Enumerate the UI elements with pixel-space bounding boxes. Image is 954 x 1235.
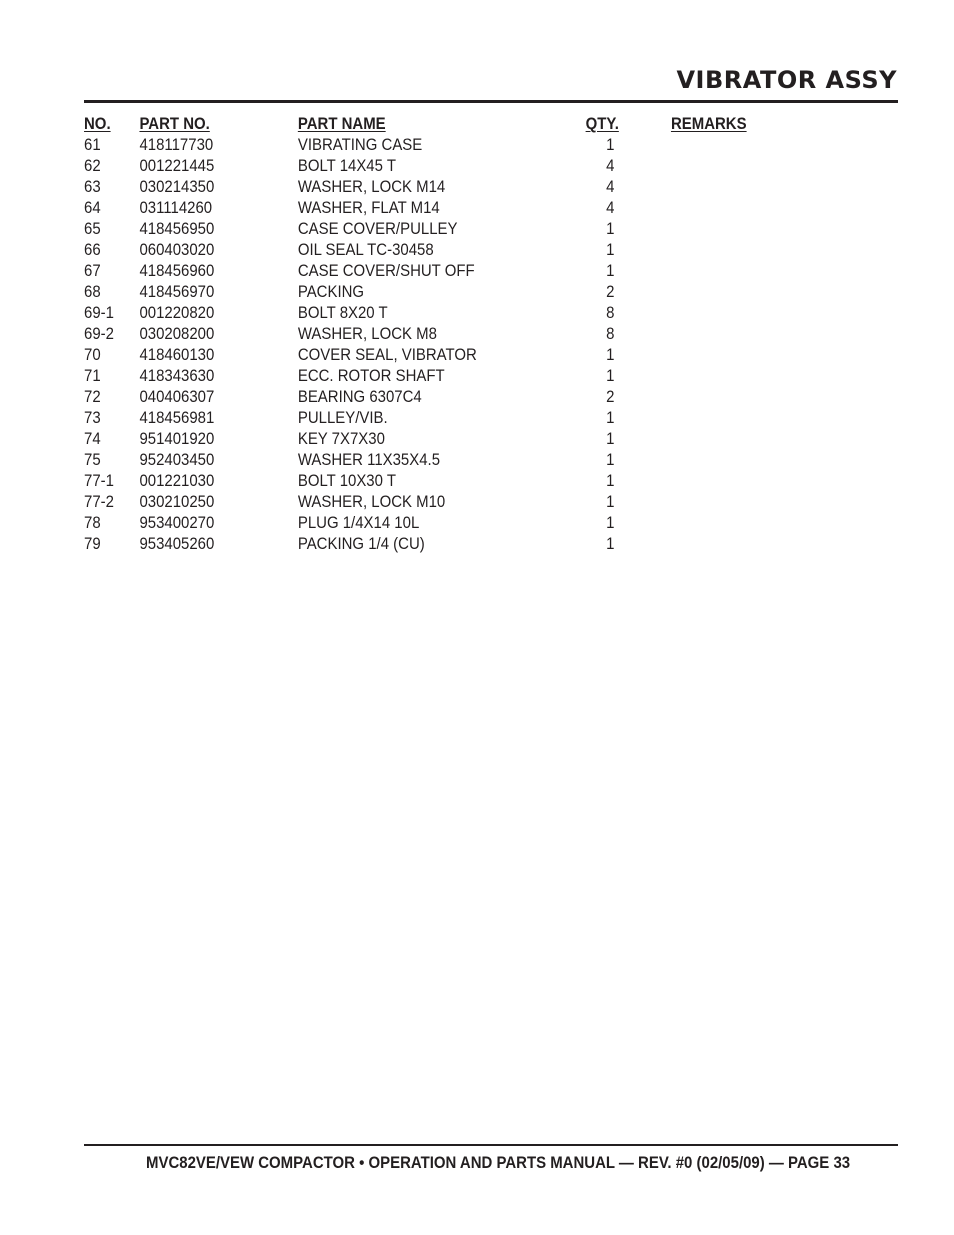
cell-part-no: 040406307 <box>139 387 215 406</box>
cell-part-name: BOLT 8X20 T <box>297 303 388 322</box>
cell-no: 78 <box>84 513 101 532</box>
table-row <box>84 449 800 470</box>
cell-no: 69-1 <box>84 303 114 322</box>
cell-qty: 4 <box>606 198 615 217</box>
footer-divider <box>84 1144 898 1146</box>
cell-no: 67 <box>84 261 101 280</box>
cell-part-no: 030208200 <box>139 324 215 343</box>
header-remarks: REMARKS <box>670 114 747 133</box>
header-qty: QTY. <box>585 114 619 133</box>
cell-part-no: 418460130 <box>139 345 215 364</box>
cell-qty: 1 <box>606 471 615 490</box>
cell-no: 62 <box>84 156 101 175</box>
cell-no: 61 <box>84 135 101 154</box>
cell-part-name: CASE COVER/SHUT OFF <box>297 261 475 280</box>
cell-part-no: 030214350 <box>139 177 215 196</box>
cell-part-name: CASE COVER/PULLEY <box>297 219 458 238</box>
cell-qty: 2 <box>606 282 615 301</box>
cell-qty: 1 <box>606 492 615 511</box>
table-row <box>84 470 800 491</box>
cell-part-no: 418343630 <box>139 366 215 385</box>
table-row <box>84 512 800 533</box>
parts-table-body <box>84 134 800 554</box>
cell-no: 68 <box>84 282 101 301</box>
table-row <box>84 428 800 449</box>
table-row <box>84 281 800 302</box>
cell-part-no: 001221030 <box>139 471 215 490</box>
cell-part-name: COVER SEAL, VIBRATOR <box>297 345 477 364</box>
table-row <box>84 344 800 365</box>
table-row <box>84 176 800 197</box>
cell-qty: 1 <box>606 450 615 469</box>
cell-qty: 1 <box>606 534 615 553</box>
cell-part-name: PULLEY/VIB. <box>297 408 388 427</box>
cell-qty: 1 <box>606 240 615 259</box>
cell-part-no: 001221445 <box>139 156 215 175</box>
cell-part-no: 953405260 <box>139 534 215 553</box>
cell-part-name: BOLT 10X30 T <box>297 471 396 490</box>
table-row <box>84 134 800 155</box>
cell-qty: 8 <box>606 303 615 322</box>
cell-qty: 1 <box>606 219 615 238</box>
cell-no: 69-2 <box>84 324 114 343</box>
cell-part-name: VIBRATING CASE <box>297 135 423 154</box>
cell-part-no: 953400270 <box>139 513 215 532</box>
cell-part-name: KEY 7X7X30 <box>297 429 385 448</box>
cell-part-name: WASHER 11X35X4.5 <box>297 450 441 469</box>
cell-qty: 2 <box>606 387 615 406</box>
cell-no: 64 <box>84 198 101 217</box>
page-title: VIBRATOR ASSY <box>676 66 897 94</box>
header-no: NO. <box>84 114 111 133</box>
cell-qty: 1 <box>606 135 615 154</box>
table-row <box>84 407 800 428</box>
cell-qty: 1 <box>606 366 615 385</box>
cell-part-name: WASHER, FLAT M14 <box>297 198 440 217</box>
cell-no: 63 <box>84 177 101 196</box>
header-part-no: PART NO. <box>139 114 210 133</box>
title-divider <box>84 100 898 103</box>
cell-part-no: 951401920 <box>139 429 215 448</box>
cell-part-name: WASHER, LOCK M14 <box>297 177 446 196</box>
cell-no: 73 <box>84 408 101 427</box>
cell-qty: 1 <box>606 513 615 532</box>
cell-no: 71 <box>84 366 101 385</box>
cell-no: 72 <box>84 387 101 406</box>
cell-no: 66 <box>84 240 101 259</box>
cell-part-name: PACKING <box>297 282 365 301</box>
cell-part-name: WASHER, LOCK M10 <box>297 492 446 511</box>
table-header-row <box>84 113 800 134</box>
cell-part-no: 418456960 <box>139 261 215 280</box>
cell-part-no: 418456950 <box>139 219 215 238</box>
cell-no: 77-1 <box>84 471 114 490</box>
cell-part-name: BEARING 6307C4 <box>297 387 422 406</box>
table-row <box>84 323 800 344</box>
cell-part-no: 060403020 <box>139 240 215 259</box>
table-row <box>84 155 800 176</box>
cell-qty: 1 <box>606 345 615 364</box>
cell-no: 70 <box>84 345 101 364</box>
parts-table <box>84 113 800 554</box>
table-row <box>84 260 800 281</box>
cell-part-name: OIL SEAL TC-30458 <box>297 240 434 259</box>
cell-part-name: PLUG 1/4X14 10L <box>297 513 420 532</box>
cell-part-no: 418456981 <box>139 408 215 427</box>
cell-qty: 1 <box>606 261 615 280</box>
cell-part-no: 031114260 <box>139 198 213 217</box>
table-row <box>84 197 800 218</box>
cell-qty: 4 <box>606 177 615 196</box>
table-row <box>84 302 800 323</box>
cell-no: 65 <box>84 219 101 238</box>
header-part-name: PART NAME <box>297 114 386 133</box>
cell-qty: 4 <box>606 156 615 175</box>
cell-part-name: PACKING 1/4 (CU) <box>297 534 425 553</box>
cell-qty: 8 <box>606 324 615 343</box>
table-row <box>84 218 800 239</box>
table-row <box>84 491 800 512</box>
cell-part-no: 952403450 <box>139 450 215 469</box>
cell-qty: 1 <box>606 408 615 427</box>
cell-part-no: 030210250 <box>139 492 215 511</box>
cell-part-no: 001220820 <box>139 303 215 322</box>
cell-part-name: WASHER, LOCK M8 <box>297 324 437 343</box>
table-row <box>84 533 800 554</box>
page-footer: MVC82VE/VEW COMPACTOR • OPERATION AND PARTS MANUAL — REV. #0 (02/05/09) — PAGE 33 <box>145 1153 850 1172</box>
cell-no: 77-2 <box>84 492 114 511</box>
cell-part-name: ECC. ROTOR SHAFT <box>297 366 445 385</box>
cell-part-no: 418456970 <box>139 282 215 301</box>
table-row <box>84 239 800 260</box>
cell-no: 79 <box>84 534 101 553</box>
cell-no: 75 <box>84 450 101 469</box>
table-row <box>84 365 800 386</box>
cell-part-no: 418117730 <box>139 135 214 154</box>
cell-no: 74 <box>84 429 101 448</box>
table-row <box>84 386 800 407</box>
cell-part-name: BOLT 14X45 T <box>297 156 396 175</box>
cell-qty: 1 <box>606 429 615 448</box>
